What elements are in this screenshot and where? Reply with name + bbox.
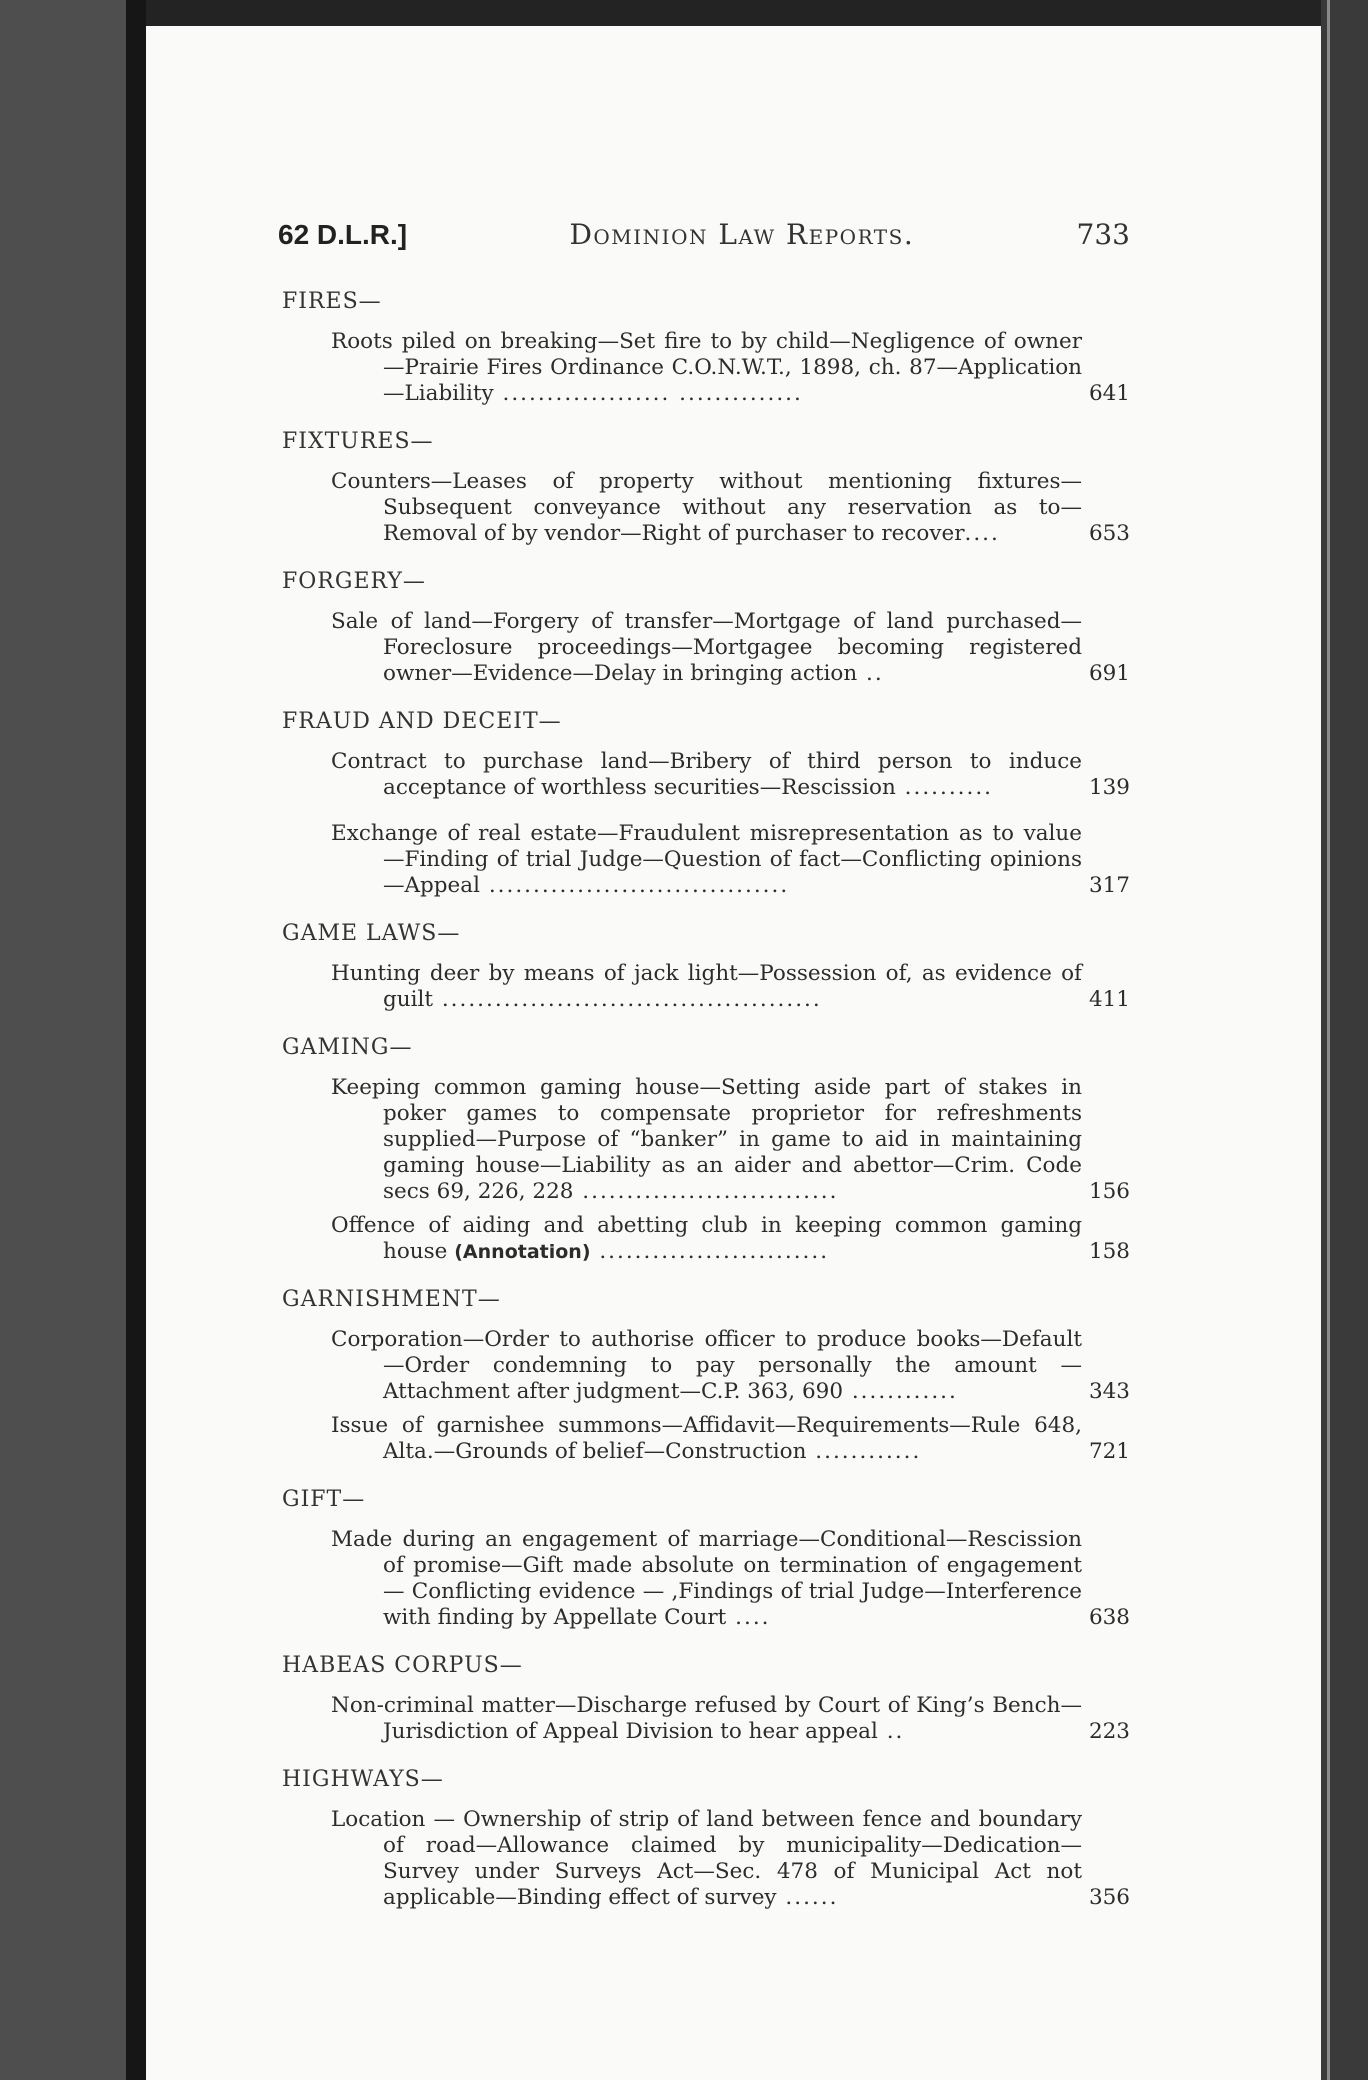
index-heading: HIGHWAYS— — [282, 1767, 444, 1792]
leader-dots: .. — [877, 1719, 905, 1744]
leader-dots: .. — [857, 661, 884, 686]
leader-dots: .... — [964, 521, 1000, 546]
entry-page-number: 223 — [1088, 1719, 1130, 1744]
book-spine — [126, 0, 146, 2080]
index-entry — [331, 1693, 1130, 1745]
entry-text: Keeping common gaming house—Setting aside part of stakes in poker games to compensate proprietor for refreshments supplied—Purpose of “banker” in game to aid in maintaining gaming house—Liability as an aider and abettor—Crim. Code secs 69, 226, 228 — [331, 1075, 1082, 1204]
entry-text: Roots piled on breaking—Set fire to by child—Negligence of owner—Prairie Fires Ordinance C.O.N.W.T., 1898, ch. 87—Application—Liability — [331, 329, 1082, 406]
entry-page-number: 139 — [1088, 775, 1130, 800]
index-heading: FORGERY— — [282, 569, 426, 594]
entry-text: Issue of garnishee summons—Affidavit—Requirements—Rule 648, Alta.—Grounds of belief—Construction — [331, 1413, 1082, 1464]
index-sections — [278, 289, 1130, 1911]
entry-page-number: 356 — [1088, 1885, 1130, 1910]
entry-text: Made during an engagement of marriage—Conditional—Rescission of promise—Gift made absolute on termination of engagement — Conflicting evidence — ,Findings of trial Judge—Interference with finding by Appellate Court — [331, 1527, 1082, 1630]
index-section — [278, 1287, 1130, 1465]
index-heading: GAME LAWS— — [282, 921, 461, 946]
entry-page-number: 317 — [1088, 873, 1130, 898]
leader-dots: .... — [726, 1605, 771, 1630]
publication-title: Dominion Law Reports. — [569, 218, 915, 251]
entry-text: Offence of aiding and abetting club in keeping common gaming house — [331, 1213, 1082, 1264]
index-entry — [331, 1807, 1130, 1911]
index-heading: FIXTURES— — [282, 429, 434, 454]
index-entry — [331, 329, 1130, 407]
index-heading: FIRES— — [282, 289, 382, 314]
index-heading: GIFT— — [282, 1487, 366, 1512]
leader-dots: .......... — [895, 775, 993, 800]
leader-dots: ............ — [806, 1439, 922, 1464]
entry-text: Exchange of real estate—Fraudulent misrepresentation as to value—Finding of trial Judge—Question of fact—Conflicting opinions—Appeal — [331, 821, 1082, 898]
annotation-label: (Annotation) — [454, 1241, 591, 1263]
leader-dots: ................... .............. — [493, 381, 803, 406]
facing-page-edge — [0, 0, 140, 2080]
index-entry — [331, 1075, 1130, 1205]
entry-text: Non-criminal matter—Discharge refused by Court of King’s Bench—Jurisdiction of Appeal Division to hear appeal — [331, 1693, 1082, 1744]
index-entry — [331, 1327, 1130, 1405]
index-section — [278, 1767, 1130, 1911]
index-section — [278, 1487, 1130, 1631]
entry-page-number: 721 — [1088, 1439, 1130, 1464]
index-heading: HABEAS CORPUS— — [282, 1653, 523, 1678]
entry-page-number: 343 — [1088, 1379, 1130, 1404]
index-entry — [331, 1413, 1130, 1465]
entry-page-number: 641 — [1088, 381, 1130, 406]
index-page-content — [278, 218, 1130, 1933]
page-edge-right — [1321, 0, 1368, 2080]
index-heading: GAMING— — [282, 1035, 413, 1060]
leader-dots: ............................. — [573, 1179, 839, 1204]
entry-page-number: 158 — [1088, 1239, 1130, 1264]
entry-page-number: 411 — [1088, 987, 1130, 1012]
entry-page-number: 156 — [1088, 1179, 1130, 1204]
entry-text: Hunting deer by means of jack light—Possession of, as evidence of guilt — [331, 961, 1082, 1012]
index-section — [278, 921, 1130, 1013]
leader-dots: .......................... — [590, 1239, 830, 1264]
entry-page-number: 653 — [1088, 521, 1130, 546]
entry-text: Counters—Leases of property without mentioning fixtures—Subsequent conveyance without any reservation as to—Removal of by vendor—Right of purchaser to recover — [331, 469, 1082, 546]
leader-dots: ........................................... — [433, 987, 822, 1012]
index-entry — [331, 961, 1130, 1013]
leader-dots: ............ — [843, 1379, 958, 1404]
index-entry — [331, 469, 1130, 547]
index-entry — [331, 749, 1130, 801]
entry-page-number: 691 — [1088, 661, 1130, 686]
leader-dots: ...... — [776, 1885, 839, 1910]
running-head — [278, 218, 1130, 251]
index-entry — [331, 821, 1130, 899]
index-entry — [331, 1527, 1130, 1631]
index-section — [278, 709, 1130, 899]
entry-text: Location — Ownership of strip of land between fence and boundary of road—Allowance claimed by municipality—Dedication—Survey under Surveys Act—Sec. 478 of Municipal Act not applicable—Binding effect of survey — [331, 1807, 1082, 1910]
entry-page-number: 638 — [1088, 1605, 1130, 1630]
index-section — [278, 569, 1130, 687]
page-number: 733 — [1076, 218, 1130, 251]
index-entry — [331, 609, 1130, 687]
index-entry — [331, 1213, 1130, 1265]
index-section — [278, 429, 1130, 547]
entry-text: Contract to purchase land—Bribery of third person to induce acceptance of worthless securities—Rescission — [331, 749, 1082, 800]
volume-reference: 62 D.L.R.] — [278, 219, 408, 250]
leader-dots: .................................. — [479, 873, 790, 898]
index-section — [278, 1035, 1130, 1265]
entry-text: Sale of land—Forgery of transfer—Mortgage of land purchased—Foreclosure proceedings—Mortgagee becoming registered owner—Evidence—Delay in bringing action — [331, 609, 1082, 686]
index-heading: FRAUD AND DECEIT— — [282, 709, 562, 734]
entry-text: Corporation—Order to authorise officer to produce books—Default—Order condemning to pay personally the amount —Attachment after judgment—C.P. 363, 690 — [331, 1327, 1082, 1404]
index-heading: GARNISHMENT— — [282, 1287, 501, 1312]
index-section — [278, 1653, 1130, 1745]
index-section — [278, 289, 1130, 407]
